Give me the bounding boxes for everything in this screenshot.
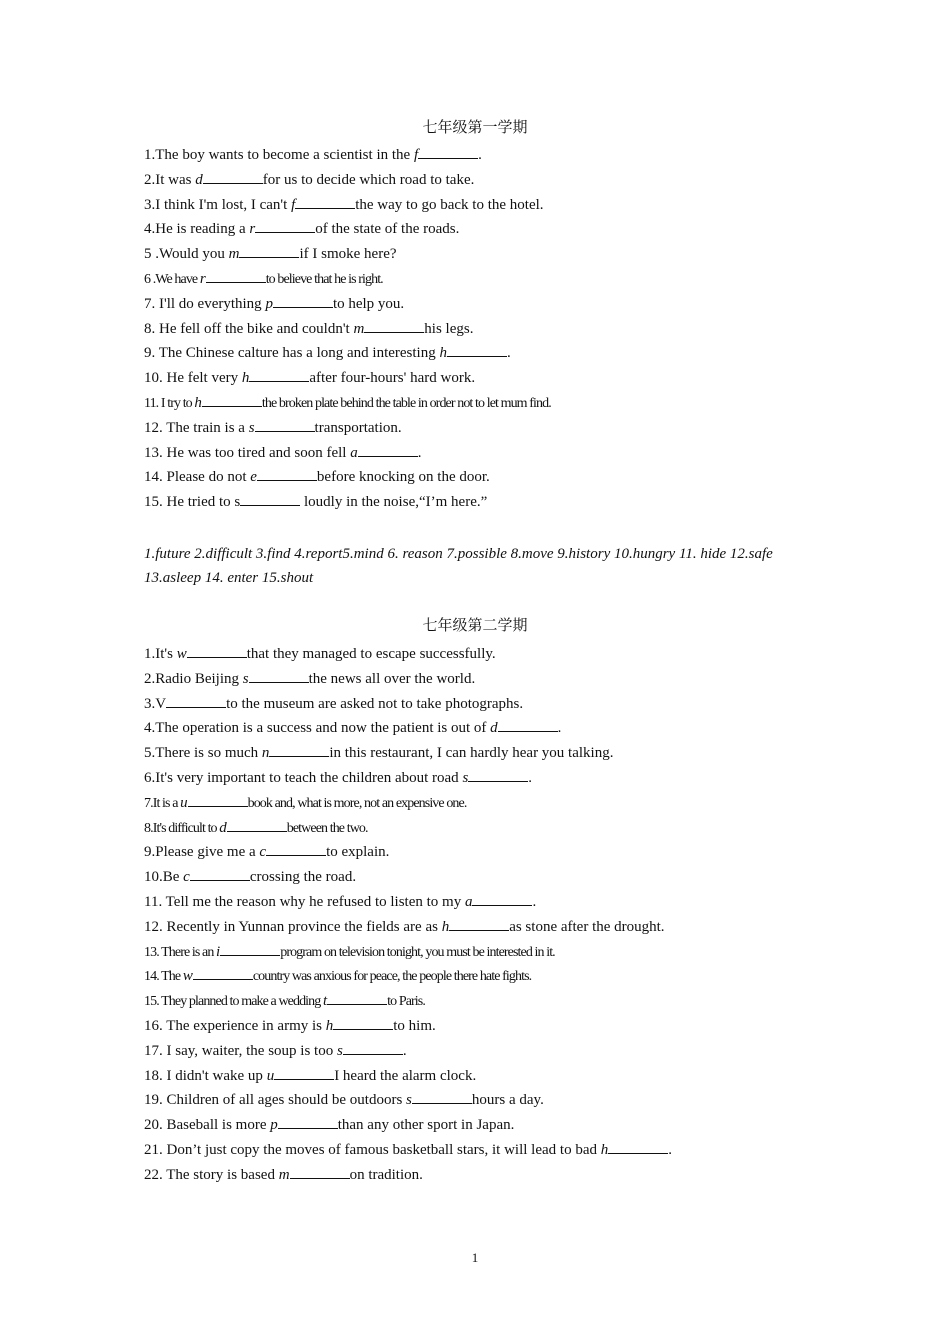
question-text-before: 17. I say, waiter, the soup is too: [144, 1042, 337, 1059]
question-text-after: loudly in the noise,“I’m here.”: [300, 494, 488, 511]
question-text-before: 19. Children of all ages should be outdoors: [144, 1092, 407, 1109]
question-line: [144, 965, 531, 987]
question-text-after: .: [557, 720, 562, 737]
question-line: [144, 916, 665, 937]
answer-blank[interactable]: [418, 144, 478, 159]
question-text-before: 14. The: [144, 969, 183, 985]
question-text-before: 11. I try to: [144, 396, 195, 411]
question-text-before: 8.It's difficult to: [144, 820, 220, 836]
initial-letter: d: [219, 819, 227, 836]
initial-letter: m: [353, 320, 365, 337]
question-line: [144, 144, 482, 165]
question-line: [144, 817, 368, 839]
answer-blank[interactable]: [227, 817, 287, 832]
initial-letter: h: [194, 395, 202, 411]
question-text-after: book and, what is more, not an expensive one.: [247, 795, 467, 811]
answer-blank[interactable]: [274, 1065, 334, 1080]
answer-blank[interactable]: [333, 1015, 393, 1030]
answer-blank[interactable]: [327, 990, 387, 1005]
question-line: [144, 742, 613, 763]
question-line: [144, 491, 487, 512]
initial-letter: t: [322, 993, 328, 1010]
question-line: [144, 293, 404, 314]
question-text-after: if I smoke here?: [299, 246, 397, 263]
initial-letter: p: [265, 295, 273, 312]
answer-blank[interactable]: [278, 1114, 338, 1129]
question-text-before: 15. He tried to s: [144, 494, 241, 511]
question-text-after: transportation.: [314, 419, 402, 436]
question-text-after: to explain.: [326, 844, 390, 861]
question-line: [144, 417, 402, 438]
question-text-before: 5.There is so much: [144, 745, 262, 762]
question-line: [144, 466, 490, 487]
question-text-before: 15. They planned to make a wedding: [144, 994, 323, 1010]
question-text-before: 6.It's very important to teach the children about road: [144, 770, 463, 786]
answer-blank[interactable]: [449, 916, 509, 931]
answer-blank[interactable]: [269, 742, 329, 757]
question-line: [144, 643, 496, 664]
initial-letter: s: [406, 1092, 412, 1109]
initial-letter: p: [270, 1117, 278, 1134]
question-text-before: 6 .We have: [144, 272, 200, 287]
question-text-before: 4.The operation is a success and now the patient is out of: [144, 720, 491, 737]
question-text-before: 2.It was: [144, 171, 196, 188]
question-line: [144, 866, 356, 887]
question-text-after: .: [417, 444, 422, 461]
question-text-after: to the museum are asked not to take photographs.: [226, 695, 524, 712]
question-text-after: the way to go back to the hotel.: [355, 196, 544, 213]
initial-letter: c: [259, 844, 267, 861]
question-line: [144, 990, 425, 1012]
question-line: [144, 268, 383, 290]
question-text-after: on tradition.: [349, 1166, 423, 1183]
question-text-after: .: [668, 1142, 672, 1158]
question-text-after: that they managed to escape successfully.: [246, 646, 496, 662]
initial-letter: s: [336, 1042, 343, 1059]
question-text-before: 4.He is reading a: [144, 221, 250, 238]
question-text-before: 12. The train is a: [144, 419, 249, 436]
question-line: [144, 342, 511, 363]
question-text-after: between the two.: [286, 820, 368, 836]
question-line: [144, 318, 473, 339]
initial-letter: h: [439, 345, 447, 362]
question-text-after: to believe that he is right.: [265, 272, 383, 287]
answer-blank[interactable]: [295, 194, 355, 209]
initial-letter: a: [350, 444, 358, 461]
question-text-before: 7. I'll do everything: [144, 295, 266, 312]
initial-letter: h: [325, 1018, 334, 1034]
section1-title: 七年级第一学期: [422, 120, 528, 136]
answer-blank[interactable]: [364, 318, 424, 333]
answer-blank[interactable]: [266, 841, 326, 856]
answer-blank[interactable]: [412, 1089, 472, 1104]
question-text-after: to him.: [393, 1018, 436, 1034]
question-text-after: country was anxious for peace, the people there hate fights.: [252, 969, 532, 985]
answer-blank[interactable]: [187, 643, 247, 658]
question-text-after: program on television tonight, you must be interested in it.: [280, 944, 555, 960]
question-line: [144, 891, 536, 912]
question-line: [144, 367, 475, 388]
question-text-before: 22. The story is based: [144, 1166, 279, 1183]
initial-letter: n: [261, 745, 270, 762]
initial-letter: w: [176, 646, 187, 662]
question-text-before: 21. Don’t just copy the moves of famous basketball stars, it will lead to bad: [144, 1142, 601, 1158]
initial-letter: d: [195, 171, 203, 188]
answer-blank[interactable]: [193, 965, 253, 980]
question-line: [144, 693, 523, 714]
answer-blank[interactable]: [273, 293, 333, 308]
question-line: [144, 717, 561, 738]
question-text-before: 10. He felt very: [144, 370, 242, 387]
initial-letter: m: [228, 246, 240, 263]
question-text-after: than any other sport in Japan.: [337, 1117, 515, 1134]
page-number: 1: [471, 1250, 479, 1265]
question-text-before: 1.It's: [144, 646, 177, 662]
question-text-before: 8. He fell off the bike and couldn't: [144, 320, 354, 337]
question-text-after: in this restaurant, I can hardly hear you talking.: [329, 745, 614, 762]
question-text-after: .: [478, 147, 482, 163]
question-line: [144, 442, 421, 463]
section2-title: 七年级第二学期: [422, 618, 528, 634]
initial-letter: r: [199, 271, 206, 287]
initial-letter: d: [490, 720, 498, 737]
answer-blank[interactable]: [257, 466, 317, 481]
initial-letter: f: [413, 147, 419, 163]
initial-letter: e: [250, 469, 257, 486]
answer-blank[interactable]: [498, 717, 558, 732]
initial-letter: r: [249, 221, 256, 238]
question-text-after: of the state of the roads.: [315, 221, 460, 238]
answer-blank[interactable]: [290, 1164, 350, 1179]
question-text-after: I heard the alarm clock.: [334, 1067, 477, 1084]
initial-letter: s: [248, 419, 255, 436]
question-text-before: 1.The boy wants to become a scientist in the: [144, 147, 414, 163]
initial-letter: s: [462, 770, 469, 786]
initial-letter: i: [216, 943, 221, 960]
initial-letter: h: [441, 918, 450, 935]
question-line: [144, 1065, 476, 1086]
question-line: [144, 841, 389, 862]
answer-blank[interactable]: [166, 693, 226, 708]
question-text-before: 12. Recently in Yunnan province the fields are as: [144, 918, 442, 935]
question-text-before: 2.Radio Beijing: [144, 670, 243, 687]
initial-letter: f: [291, 196, 296, 213]
question-text-after: hours a day.: [471, 1092, 544, 1109]
question-text-before: 10.Be: [144, 869, 184, 886]
question-text-after: the broken plate behind the table in order not to let mum find.: [261, 396, 551, 411]
initial-letter: s: [242, 670, 249, 687]
question-text-after: .: [402, 1042, 407, 1059]
question-line: [144, 194, 544, 215]
answer-blank[interactable]: [255, 417, 315, 432]
answer-blank[interactable]: [206, 268, 266, 283]
question-line: [144, 218, 459, 239]
answer-blank[interactable]: [240, 491, 300, 506]
question-text-after: .: [528, 770, 533, 786]
question-text-after: his legs.: [424, 320, 474, 337]
question-text-before: 3.I think I'm lost, I can't: [144, 196, 292, 213]
initial-letter: c: [183, 869, 190, 886]
answer-blank[interactable]: [468, 767, 528, 782]
question-text-before: 14. Please do not: [144, 469, 251, 486]
initial-letter: h: [241, 370, 250, 387]
question-text-before: 7.It is a: [144, 795, 181, 811]
answer-blank[interactable]: [358, 442, 418, 457]
section1-answer-key: 1.future 2.difficult 3.find 4.report5.mind 6. reason 7.possible 8.move 9.history 10.hungry 11. hide 12.safe 13.asleep 14. enter 15.shout: [144, 546, 773, 586]
question-text-after: to Paris.: [387, 994, 425, 1010]
question-line: [144, 243, 397, 264]
answer-blank[interactable]: [188, 792, 248, 807]
answer-blank[interactable]: [608, 1139, 668, 1154]
question-text-after: the news all over the world.: [308, 670, 476, 687]
question-line: [144, 668, 475, 689]
answer-blank[interactable]: [239, 243, 299, 258]
question-line: [144, 767, 532, 788]
answer-blank[interactable]: [190, 866, 250, 881]
question-text-before: 11. Tell me the reason why he refused to listen to my: [144, 894, 465, 910]
question-line: [144, 1114, 514, 1135]
question-line: [144, 1139, 672, 1160]
question-line: [144, 1015, 436, 1036]
question-text-before: 3.V: [144, 695, 167, 712]
question-text-before: 9. The Chinese calture has a long and interesting: [144, 345, 440, 362]
question-line: [144, 941, 555, 963]
question-text-before: 16. The experience in army is: [144, 1018, 326, 1034]
initial-letter: h: [600, 1142, 609, 1158]
question-text-after: before knocking on the door.: [316, 469, 490, 486]
answer-blank[interactable]: [472, 891, 532, 906]
answer-blank[interactable]: [343, 1040, 403, 1055]
question-text-after: to help you.: [332, 295, 405, 312]
question-text-after: .: [532, 894, 537, 910]
question-text-before: 5 .Would you: [144, 246, 229, 263]
question-text-before: 18. I didn't wake up: [144, 1067, 267, 1084]
answer-blank[interactable]: [202, 392, 262, 407]
answer-blank[interactable]: [447, 342, 507, 357]
question-line: [144, 169, 474, 190]
initial-letter: a: [464, 894, 473, 910]
initial-letter: w: [182, 968, 193, 985]
question-line: [144, 792, 466, 814]
answer-blank[interactable]: [255, 218, 315, 233]
question-text-before: 13. He was too tired and soon fell: [144, 444, 351, 461]
question-text-after: for us to decide which road to take.: [262, 171, 475, 188]
answer-blank[interactable]: [203, 169, 263, 184]
answer-blank[interactable]: [249, 367, 309, 382]
question-line: [144, 392, 551, 414]
question-text-before: 20. Baseball is more: [144, 1117, 271, 1134]
initial-letter: u: [180, 794, 188, 811]
question-text-before: 13. There is an: [144, 944, 217, 960]
question-text-after: as stone after the drought.: [509, 918, 665, 935]
answer-blank[interactable]: [220, 941, 280, 956]
question-text-after: .: [506, 345, 511, 362]
initial-letter: m: [278, 1166, 290, 1183]
answer-blank[interactable]: [249, 668, 309, 683]
question-line: [144, 1040, 407, 1061]
initial-letter: u: [266, 1067, 275, 1084]
question-text-after: crossing the road.: [249, 869, 357, 886]
question-text-before: 9.Please give me a: [144, 844, 260, 861]
question-line: [144, 1164, 423, 1185]
question-line: [144, 1089, 544, 1110]
question-text-after: after four-hours' hard work.: [309, 370, 476, 387]
